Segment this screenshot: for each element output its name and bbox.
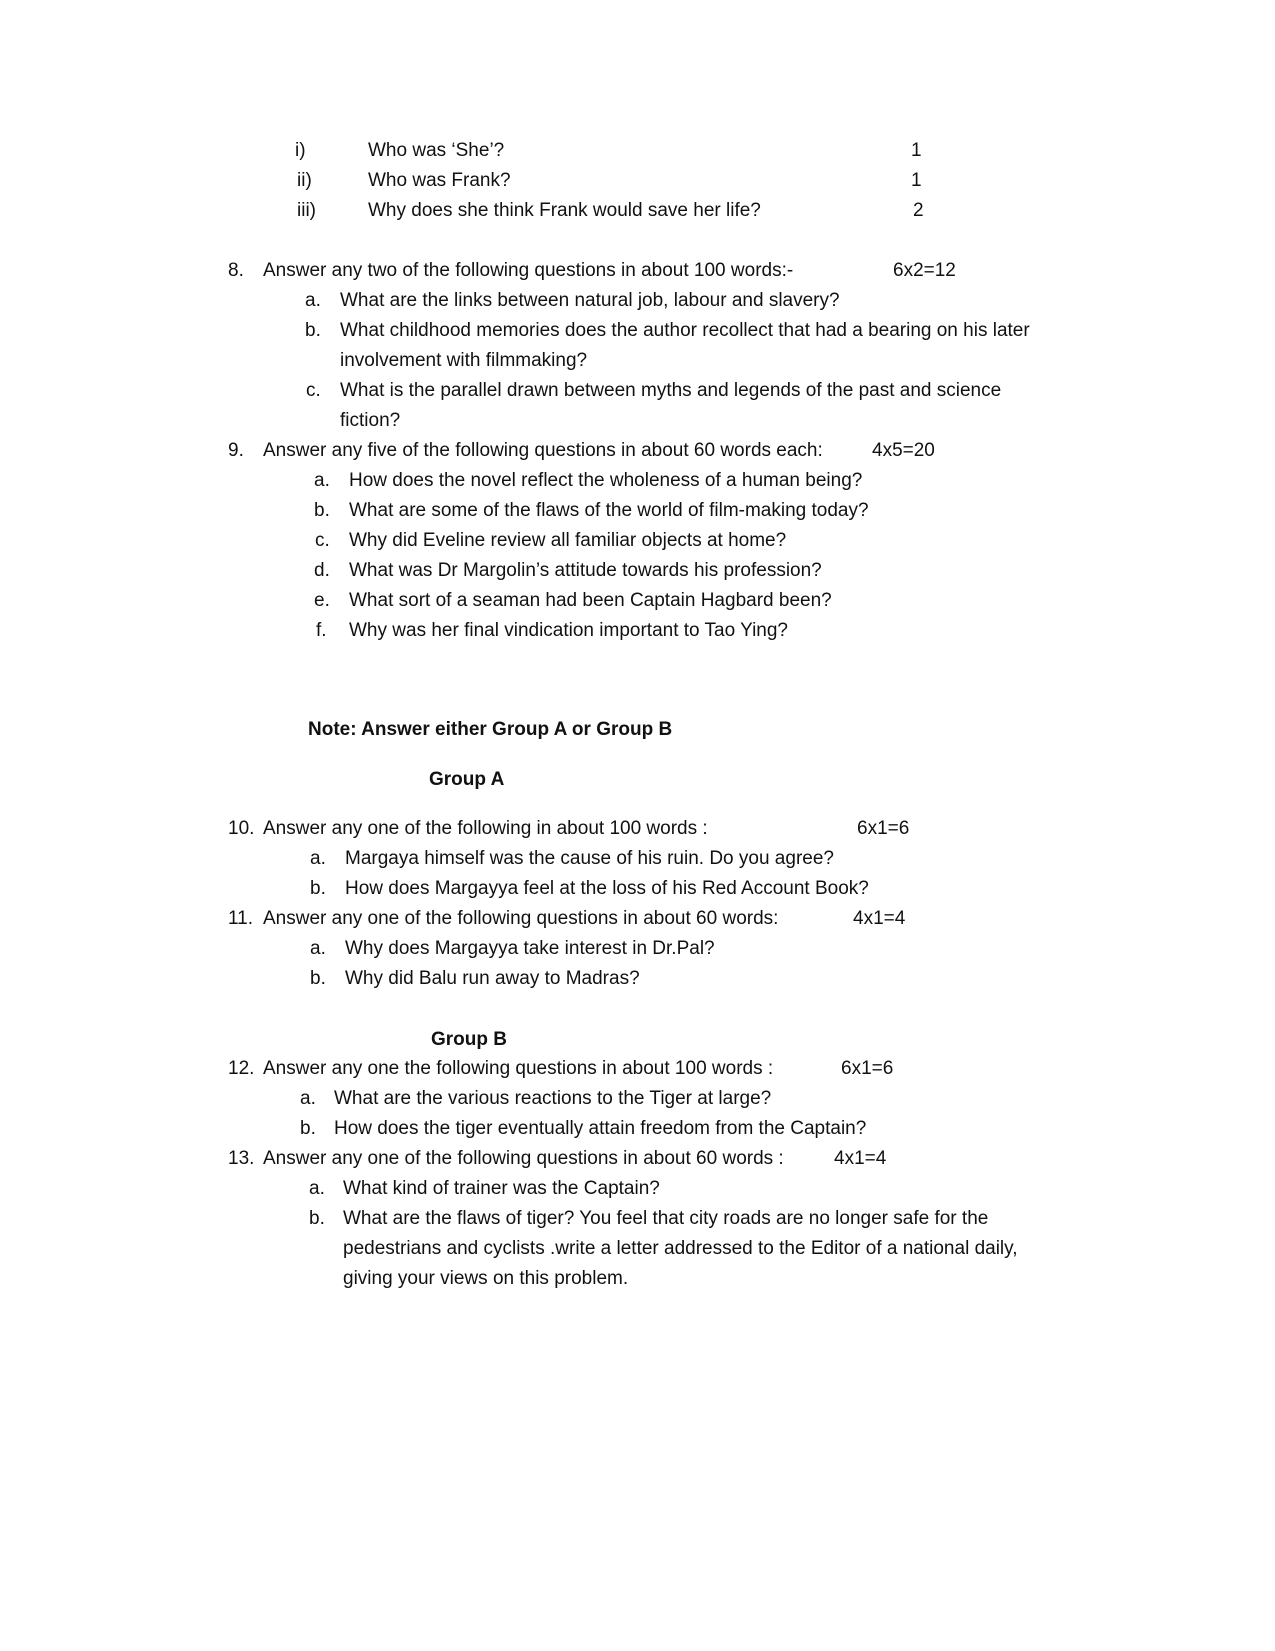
question-marks: 4x5=20 bbox=[872, 440, 935, 461]
item-label: c. bbox=[315, 530, 330, 551]
question-marks: 6x1=6 bbox=[857, 818, 910, 839]
question-marks: 6x2=12 bbox=[893, 260, 956, 281]
item-text: Why was her final vindication important to Tao Ying? bbox=[349, 620, 788, 641]
question-marks: 6x1=6 bbox=[841, 1058, 894, 1079]
item-text: What are some of the flaws of the world of film-making today? bbox=[349, 500, 869, 521]
item-text: What are the links between natural job, labour and slavery? bbox=[340, 290, 840, 311]
item-label: a. bbox=[310, 938, 326, 959]
item-text: Margaya himself was the cause of his ruin. Do you agree? bbox=[345, 848, 834, 869]
item-text: What sort of a seaman had been Captain Hagbard been? bbox=[349, 590, 832, 611]
item-text: What are the flaws of tiger? You feel that city roads are no longer safe for the bbox=[343, 1208, 989, 1229]
q7-sub-num: ii) bbox=[297, 170, 312, 191]
item-text-cont: giving your views on this problem. bbox=[343, 1268, 629, 1289]
group-a-heading: Group A bbox=[429, 769, 505, 790]
note-heading: Note: Answer either Group A or Group B bbox=[308, 719, 673, 740]
q7-sub-text: Who was Frank? bbox=[368, 170, 511, 191]
question-text: Answer any one of the following in about 100 words : bbox=[263, 818, 708, 839]
item-text: How does the novel reflect the wholeness of a human being? bbox=[349, 470, 863, 491]
question-text: Answer any five of the following questions in about 60 words each: bbox=[263, 440, 823, 461]
item-label: b. bbox=[314, 500, 330, 521]
item-text: What are the various reactions to the Tiger at large? bbox=[334, 1088, 772, 1109]
item-text-cont: fiction? bbox=[340, 410, 401, 431]
question-marks: 4x1=4 bbox=[853, 908, 906, 929]
item-text: Why did Eveline review all familiar objects at home? bbox=[349, 530, 787, 551]
item-text: What is the parallel drawn between myths and legends of the past and science bbox=[340, 380, 1002, 401]
item-label: a. bbox=[309, 1178, 325, 1199]
question-text: Answer any one of the following questions in about 60 words : bbox=[263, 1148, 784, 1169]
question-number: 10. bbox=[228, 818, 255, 839]
q7-sub-marks: 1 bbox=[911, 170, 922, 191]
question-text: Answer any one the following questions in about 100 words : bbox=[263, 1058, 774, 1079]
q7-sub-text: Why does she think Frank would save her life? bbox=[368, 200, 761, 221]
item-text-cont: pedestrians and cyclists .write a letter addressed to the Editor of a national daily, bbox=[343, 1238, 1018, 1259]
question-text: Answer any two of the following questions in about 100 words:- bbox=[263, 260, 794, 281]
item-label: f. bbox=[316, 620, 327, 641]
item-text: How does Margayya feel at the loss of his Red Account Book? bbox=[345, 878, 869, 899]
q7-sub-marks: 1 bbox=[911, 140, 922, 161]
item-text-cont: involvement with filmmaking? bbox=[340, 350, 588, 371]
item-label: b. bbox=[300, 1118, 316, 1139]
item-label: c. bbox=[306, 380, 321, 401]
item-label: b. bbox=[305, 320, 321, 341]
item-label: a. bbox=[300, 1088, 316, 1109]
item-label: d. bbox=[314, 560, 330, 581]
question-number: 9. bbox=[228, 440, 244, 461]
question-number: 8. bbox=[228, 260, 244, 281]
item-text: What kind of trainer was the Captain? bbox=[343, 1178, 660, 1199]
item-label: a. bbox=[305, 290, 321, 311]
question-text: Answer any one of the following questions in about 60 words: bbox=[263, 908, 779, 929]
q7-sub-text: Who was ‘She’? bbox=[368, 140, 505, 161]
question-number: 13. bbox=[228, 1148, 255, 1169]
item-text: What childhood memories does the author recollect that had a bearing on his later bbox=[340, 320, 1030, 341]
item-label: b. bbox=[310, 968, 326, 989]
question-marks: 4x1=4 bbox=[834, 1148, 887, 1169]
item-label: a. bbox=[310, 848, 326, 869]
item-label: a. bbox=[314, 470, 330, 491]
item-label: b. bbox=[310, 878, 326, 899]
q7-sub-num: iii) bbox=[297, 200, 316, 221]
item-label: e. bbox=[314, 590, 330, 611]
q7-sub-marks: 2 bbox=[913, 200, 924, 221]
q7-sub-num: i) bbox=[295, 140, 306, 161]
item-text: What was Dr Margolin’s attitude towards his profession? bbox=[349, 560, 822, 581]
question-number: 11. bbox=[228, 908, 254, 929]
question-number: 12. bbox=[228, 1058, 255, 1079]
item-text: How does the tiger eventually attain freedom from the Captain? bbox=[334, 1118, 867, 1139]
item-text: Why did Balu run away to Madras? bbox=[345, 968, 640, 989]
item-label: b. bbox=[309, 1208, 325, 1229]
group-b-heading: Group B bbox=[431, 1029, 507, 1050]
item-text: Why does Margayya take interest in Dr.Pal? bbox=[345, 938, 715, 959]
